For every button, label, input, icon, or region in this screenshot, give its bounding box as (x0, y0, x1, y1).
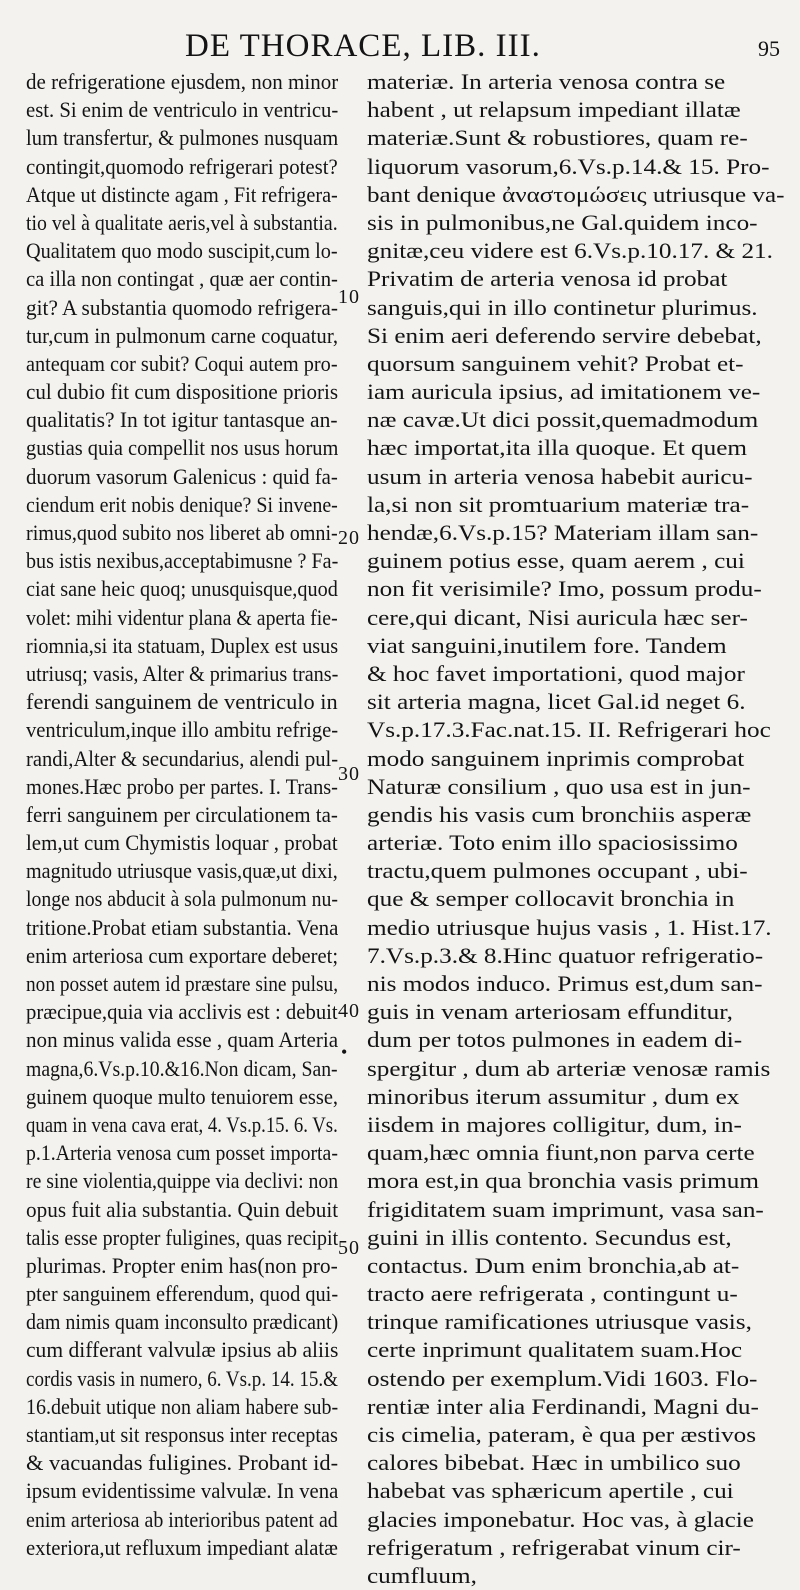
text-line: guini in illis contento. Secundus est, (367, 1224, 732, 1250)
text-line: nis modos induco. Primus est,dum san- (367, 971, 763, 996)
text-line: materiæ. In arteria venosa contra se (367, 69, 726, 94)
text-line: Qualitatem quo modo suscipit,cum lo- (26, 238, 338, 264)
text-line: glacies imponebatur. Hoc vas, à glacie (367, 1506, 754, 1532)
text-line: bus istis nexibus,acceptabimusne ? Fa- (26, 548, 338, 574)
text-line: 7.Vs.p.3.& 8.Hinc quatuor refrigeratio- (367, 942, 764, 968)
text-line: que & semper collocavit bronchia in (367, 886, 735, 912)
text-line: magnitudo utriusque vasis,quæ,ut dixi, (26, 858, 338, 884)
text-line: non fit verisimile? Imo, possum produ- (367, 576, 762, 602)
line-number-gutter (338, 0, 368, 1460)
text-line: cis cimelia, pateram, è qua per æstivos (367, 1422, 757, 1447)
text-line: git? A substantia quomodo refrigera- (26, 294, 338, 320)
text-line: frigiditatem suam imprimunt, vasa san- (367, 1196, 764, 1222)
text-line: ciendum erit nobis denique? Si invene- (26, 491, 338, 517)
text-line: gustias quia compellit nos usus horum (26, 435, 338, 461)
text-line: sit arteria magna, licet Gal.id neget 6. (367, 689, 746, 715)
line-number-20: 20 (338, 527, 360, 549)
text-line: tio vel à qualitate aeris,vel à substantia. (26, 209, 338, 235)
text-line: sanguis,qui in illo continetur plurimus. (367, 294, 758, 320)
text-line: ca illa non contingat , quæ aer contin- (26, 266, 338, 292)
text-line: medio utriusque hujus vasis , 1. Hist.17. (367, 914, 772, 940)
text-line: gendis his vasis cum bronchiis asperæ (367, 801, 752, 827)
text-line: Privatim de arteria venosa id probat (367, 266, 728, 292)
text-line: næ cavæ.Ut dici possit,quemadmodum (367, 407, 759, 433)
text-line: tracto aere refrigerata , contingunt u- (367, 1281, 738, 1307)
text-line: p.1.Arteria venosa cum posset importa- (26, 1140, 338, 1166)
text-line: tractu,quem pulmones occupant , ubi- (367, 858, 748, 884)
text-line: tritione.Probat etiam substantia. Vena (26, 914, 338, 940)
text-line: habent , ut relapsum impediant illatæ (367, 97, 741, 123)
text-line: riomnia,si ita statuam, Duplex est usus (26, 632, 338, 658)
text-line: mones.Hæc probo per partes. I. Trans- (26, 773, 338, 799)
text-line: opus fuit alia substantia. Quin debuit (26, 1196, 338, 1222)
text-line: cum differant valvulæ ipsius ab aliis (26, 1337, 338, 1363)
text-line: dum per totos pulmones in eadem di- (367, 1027, 743, 1053)
text-line: cul dubio fit cum dispositione prioris (26, 379, 338, 405)
text-line: de refrigeratione ejusdem, non minor (26, 69, 338, 94)
left-text-column (26, 68, 346, 1562)
text-line: hæc importat,ita illa quoque. Et quem (367, 435, 748, 461)
text-line: rimus,quod subito nos liberet ab omni- (26, 520, 338, 545)
text-line: habebat vas sphæricum apertile , cui (367, 1478, 734, 1504)
text-line: ostendo per exemplum.Vidi 1603. Flo- (367, 1365, 758, 1391)
text-line: cumfluum, (367, 1562, 477, 1588)
text-line: liquorum vasorum,6.Vs.p.14.& 15. Pro- (367, 153, 770, 179)
text-line: guis in venam arteriosam effunditur, (367, 999, 733, 1025)
text-line: cordis vasis in numero, 6. Vs.p. 14. 15.& (26, 1365, 338, 1391)
text-line: duorum vasorum Galenicus : quid fa- (26, 463, 338, 489)
line-number-40: 40 (338, 1000, 360, 1022)
text-line: non posset autem id præstare sine pulsu, (26, 971, 338, 996)
text-line: pter sanguinem efferendum, quod qui- (26, 1281, 338, 1307)
text-line: enim arteriosa ab interioribus patent ad (26, 1506, 338, 1532)
text-line: certe inprimunt qualitatem suam.Hoc (367, 1337, 743, 1363)
text-line: utriusq; vasis, Alter & primarius trans- (26, 660, 338, 686)
text-line: est. Si enim de ventriculo in ventricu- (26, 97, 338, 123)
text-line: trinque ramificationes utriusque vasis, (367, 1309, 752, 1335)
text-line: ferendi sanguinem de ventriculo in (26, 689, 338, 715)
text-line: ipsum evidentissime valvulæ. In vena (26, 1478, 338, 1504)
text-line: quam,hæc omnia fiunt,non parva certe (367, 1140, 755, 1166)
page-number: 95 (758, 36, 780, 61)
text-line: guinem quoque multo tenuiorem esse, (26, 1083, 338, 1109)
text-line: præcipue,quia via acclivis est : debuit (26, 999, 338, 1025)
text-line: volet: mihi videntur plana & aperta fie- (26, 604, 338, 630)
text-line: re sine violentia,quippe via declivi: non (26, 1168, 338, 1194)
text-line: arteriæ. Toto enim illo spaciosissimo (367, 830, 738, 856)
text-line: calores bibebat. Hæc in umbilico suo (367, 1450, 741, 1476)
text-line: contingit,quomodo refrigerari potest? (26, 153, 338, 179)
text-line: modo sanguinem inprimis comprobat (367, 745, 745, 771)
text-line: stantiam,ut sit responsus inter receptas (26, 1422, 338, 1447)
text-line: antequam cor subit? Coqui autem pro- (26, 350, 338, 376)
text-line: guinem potius esse, quam aerem , cui (367, 548, 745, 574)
text-line: lem,ut cum Chymistis loquar , probat (26, 830, 338, 856)
text-line: usum in arteria venosa habebit auricu- (367, 463, 753, 489)
text-line: bant denique ἀναστομώσεις utriusque va- (367, 181, 785, 207)
text-line: dam nimis quam inconsulto prædicant) (26, 1309, 338, 1335)
text-line: ciat sane heic quoq; unusquisque,quod (26, 576, 338, 602)
line-number-30: 30 (338, 763, 360, 785)
margin-bullet: • (341, 1042, 348, 1062)
text-line: 16.debuit utique non aliam habere sub- (26, 1393, 338, 1419)
text-line: rentiæ inter alia Ferdinandi, Magni du- (367, 1393, 759, 1419)
text-line: exteriora,ut refluxum impediant alatæ (26, 1534, 338, 1560)
text-line: tur,cum in pulmonum carne coquatur, (26, 322, 338, 348)
text-line: qualitatis? In tot igitur tantasque an- (26, 407, 338, 433)
text-line: Vs.p.17.3.Fac.nat.15. II. Refrigerari hoc (367, 717, 771, 743)
text-line: quam in vena cava erat, 4. Vs.p.15. 6. Vs. (26, 1111, 338, 1137)
text-line: longe nos abducit à sola pulmonum nu- (26, 886, 338, 912)
text-line: non minus valida esse , quam Arteria (26, 1027, 338, 1053)
text-line: lum transfertur, & pulmones nusquam (26, 125, 338, 151)
text-line: & vacuandas fuligines. Probant id- (26, 1450, 338, 1476)
text-line: ferri sanguinem per circulationem ta- (26, 801, 338, 827)
right-text-column (367, 68, 787, 1590)
text-line: iisdem in majores colligitur, dum, in- (367, 1111, 742, 1137)
text-line: Atque ut distincte agam , Fit refrigera- (26, 181, 338, 207)
text-line: plurimas. Propter enim has(non pro- (26, 1252, 338, 1278)
text-line: quorsum sanguinem vehit? Probat et- (367, 350, 744, 376)
text-line: iam auricula ipsius, ad imitationem ve- (367, 379, 761, 405)
text-line: & hoc favet importationi, quod major (367, 660, 745, 686)
text-line: talis esse propter fuligines, quas recipit (26, 1224, 338, 1250)
text-line: Naturæ consilium , quo usa est in jun- (367, 773, 751, 799)
text-line: magna,6.Vs.p.10.&16.Non dicam, San- (26, 1055, 338, 1081)
text-line: materiæ.Sunt & robustiores, quam re- (367, 125, 748, 151)
text-line: minoribus iterum assumitur , dum ex (367, 1083, 740, 1109)
text-line: ventriculum,inque illo ambitu refrige- (26, 717, 338, 743)
text-line: spergitur , dum ab arteriæ venosæ ramis (367, 1055, 771, 1081)
text-line: randi,Alter & secundarius, alendi pul- (26, 745, 338, 771)
line-number-50: 50 (338, 1237, 360, 1259)
text-line: cere,qui dicant, Nisi auricula hæc ser- (367, 604, 748, 630)
text-line: Si enim aeri deferendo servire debebat, (367, 322, 762, 348)
text-line: viat sanguini,inutilem fore. Tandem (367, 632, 727, 658)
text-line: la,si non sit promtuarium materiæ tra- (367, 491, 750, 517)
text-line: refrigeratum , refrigerabat vinum cir- (367, 1534, 741, 1560)
running-title: DE THORACE, LIB. III. (185, 28, 541, 64)
text-line: hendæ,6.Vs.p.15? Materiam illam san- (367, 520, 759, 545)
text-line: sis in pulmonibus,ne Gal.quidem inco- (367, 209, 758, 235)
text-line: gnitæ,ceu videre est 6.Vs.p.10.17. & 21. (367, 238, 773, 264)
text-line: enim arteriosa cum exportare deberet; (26, 942, 338, 968)
text-line: contactus. Dum enim bronchia,ab at- (367, 1252, 740, 1278)
text-line: mora est,in qua bronchia vasis primum (367, 1168, 759, 1194)
line-number-10: 10 (338, 286, 360, 308)
